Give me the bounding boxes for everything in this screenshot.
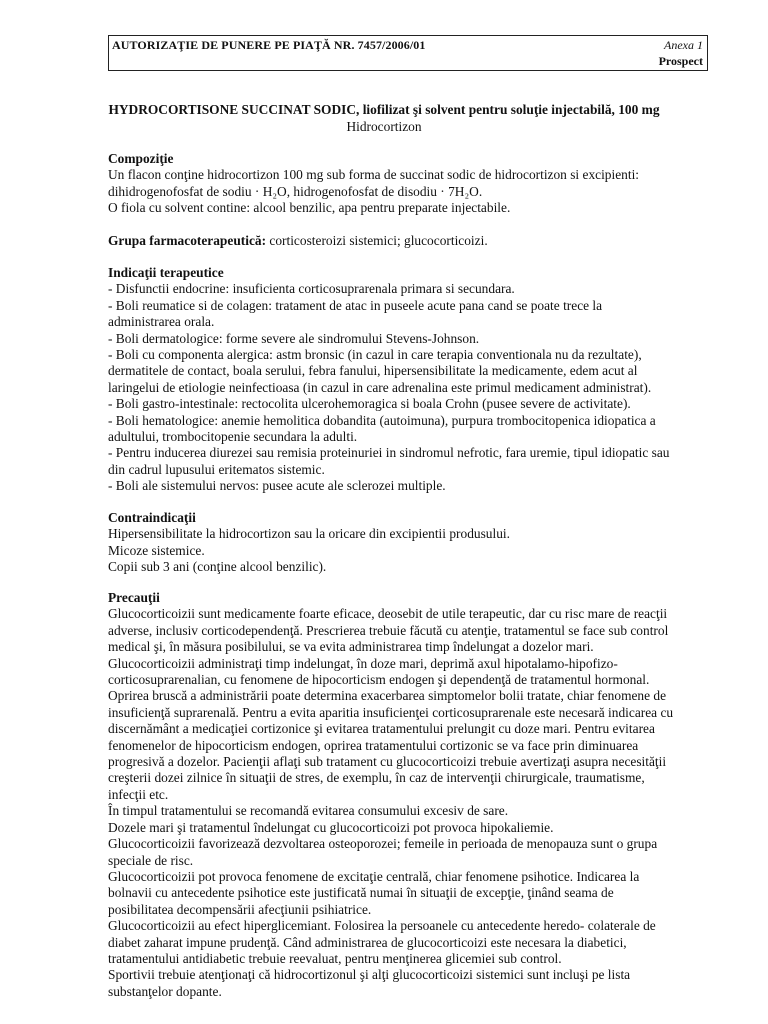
paragraph-line: Glucocorticoizii administraţi timp indelungat, în doze mari, deprimă axul hipotalamo-hipofizo- (108, 655, 618, 671)
paragraph-line: dermatitele de contact, boala serului, febra fanului, hipersensibilitate la medicamente, edem acut al (108, 363, 638, 379)
product-name: HYDROCORTISONE SUCCINAT SODIC, liofilizat şi solvent pentru soluţie injectabilă, 100 mg (108, 102, 660, 117)
paragraph-line: progresivă a dozelor. Pacienţii aflaţi sub tratament cu glucocorticoizi trebuie avertizaţi asupra necesităţii (108, 754, 667, 770)
paragraph-line: Dozele mari şi tratamentul îndelungat cu glucocorticoizi pot provoca hipokaliemie. (108, 819, 554, 835)
paragraph-line: Glucocorticoizii au efect hiperglicemiant. Folosirea la persoanele cu antecedente heredo- colaterale de (108, 918, 656, 934)
paragraph-line: tratamentului antidiabetic trebuie reevaluat, pentru menţinerea glicemiei sub control. (108, 950, 562, 966)
paragraph-line: - Boli reumatice si de colagen: tratament de atac in puseele acute pana cand se poate trece la (108, 297, 603, 313)
grupa-label: Grupa farmacoterapeutică: (108, 233, 267, 248)
active-substance: Hidrocortizon (346, 119, 422, 134)
annex-label: Anexa 1 (664, 38, 703, 52)
section-heading: Contraindicaţii (108, 510, 196, 525)
paragraph-line: - Boli ale sistemului nervos: pusee acute ale sclerozei multiple. (108, 478, 446, 494)
document-header-box (108, 35, 708, 71)
section-contraindicatii (108, 510, 718, 576)
paragraph-line: Oprirea bruscă a administrării poate determina exacerbarea simptomelor bolii tratate, chiar fenomene de (108, 688, 667, 704)
paragraph-line: diabet zaharat impune prudenţă. Când administrarea de glucocorticoizi este necesara la diabetici, (108, 934, 627, 950)
paragraph-line: adverse, inclusiv corticodependenţă. Prescrierea trebuie făcută cu atenţie, tratamentul se face sub control (108, 622, 669, 638)
prospect-label: Prospect (658, 54, 703, 68)
paragraph-line: laringelui de etiologie neinfectioasa (in cazul in care adrenalina este primul medicament administrat). (108, 379, 652, 395)
paragraph-line: bolnavii cu antecedente psihotice este justificată numai în situaţii de excepţie, ţinând seama de (108, 885, 614, 901)
paragraph-line: substanţelor dopante. (108, 983, 222, 999)
paragraph-line: Un flacon conţine hidrocortizon 100 mg sub forma de succinat sodic de hidrocortizon si excipienti: (108, 167, 640, 183)
paragraph-line: - Boli dermatologice: forme severe ale sindromului Stevens-Johnson. (108, 330, 480, 346)
section-heading: Precauţii (108, 590, 160, 605)
paragraph-line: Micoze sistemice. (108, 542, 205, 558)
paragraph-line: Glucocorticoizii favorizează dezvoltarea osteoporozei; femeile in perioada de menopauza sunt o grupa (108, 836, 658, 852)
paragraph-line: Glucocorticoizii sunt medicamente foarte eficace, deosebit de utile terapeutic, dar cu risc mare de reacţii (108, 606, 668, 622)
paragraph-line: În timpul tratamentului se recomandă evitarea consumului excesiv de sare. (108, 803, 509, 819)
paragraph-line (108, 233, 718, 249)
paragraph-line: din cadrul lupusului eritematos sistemic. (108, 461, 325, 477)
paragraph-line: dihidrogenofosfat de sodiu · H₂O, hidrogenofosfat de disodiu · 7H₂O. (108, 183, 483, 199)
paragraph-line: O fiola cu solvent contine: alcool benzilic, apa pentru preparate injectabile. (108, 200, 511, 216)
section-heading: Compoziţie (108, 151, 174, 166)
paragraph-line: Hipersensibilitate la hidrocortizon sau la oricare din excipientii produsului. (108, 526, 510, 542)
paragraph-line: medical şi, în măsura posibilului, se va evita administrarea timp îndelungat a dozelor mari. (108, 639, 594, 655)
section-indicatii (108, 265, 718, 495)
paragraph-line: corticosuprarenalian, cu fenomene de hipocorticism endogen şi dependenţă de tratamentul hormonal. (108, 672, 650, 688)
paragraph-line: speciale de risc. (108, 852, 194, 868)
paragraph-line: discernământ a medicaţiei cortizonice şi evitarea tratamentului prelungit cu doze mari. Pentru evitarea (108, 721, 655, 737)
document-title (0, 101, 768, 135)
section-precautii (108, 590, 718, 1000)
paragraph-line: - Pentru inducerea diurezei sau remisia proteinuriei in sindromul nefrotic, fara uremie, tipul idiopatic sau (108, 445, 670, 461)
grupa-text: corticosteroizi sistemici; glucocorticoizi. (266, 233, 488, 248)
paragraph-line: - Disfunctii endocrine: insuficienta corticosuprarenala primara si secundara. (108, 281, 515, 297)
section-compozitie (108, 151, 718, 217)
paragraph-line: posibilitatea decompensării afecţiunii psihiatrice. (108, 901, 372, 917)
paragraph-line: insuficienţă suprarenală. Pentru a evita aparitia insuficienţei corticosuprarenale este necesară indicarea cu (108, 704, 674, 720)
paragraph-line: infecţii etc. (108, 786, 169, 802)
section-grupa (108, 233, 718, 249)
paragraph-line: Copii sub 3 ani (conţine alcool benzilic). (108, 559, 327, 575)
paragraph-line: creşterii dozei zilnice în situaţii de stres, de exemplu, în caz de intervenţii chirurgicale, traumatisme, (108, 770, 645, 786)
paragraph-line: adultului, trombocitopenie secundara la adulti. (108, 429, 358, 445)
paragraph-line: - Boli gastro-intestinale: rectocolita ulcerohemoragica si boala Crohn (pusee severe de activitate). (108, 396, 631, 412)
paragraph-line: - Boli cu componenta alergica: astm bronsic (in cazul in care terapia conventionala nu da rezultate), (108, 347, 642, 363)
authorization-title: AUTORIZAŢIE DE PUNERE PE PIAŢĂ NR. 7457/2006/01 (112, 38, 426, 52)
paragraph-line: Glucocorticoizii pot provoca fenomene de excitaţie centrală, chiar fenomene psihotice. Indicarea la (108, 868, 640, 884)
paragraph-line: Sportivii trebuie atenţionaţi că hidrocortizonul şi alţi glucocorticoizi sistemici sunt incluşi pe lista (108, 967, 631, 983)
paragraph-line: - Boli hematologice: anemie hemolitica dobandita (autoimuna), purpura trombocitopenica idiopatica a (108, 412, 656, 428)
section-heading: Indicaţii terapeutice (108, 265, 224, 280)
paragraph-line: administrarea orala. (108, 314, 215, 330)
paragraph-line: fenomenelor de hipocorticism endogen, oprirea tratamentului cortizonic se va face prin diminuarea (108, 737, 639, 753)
